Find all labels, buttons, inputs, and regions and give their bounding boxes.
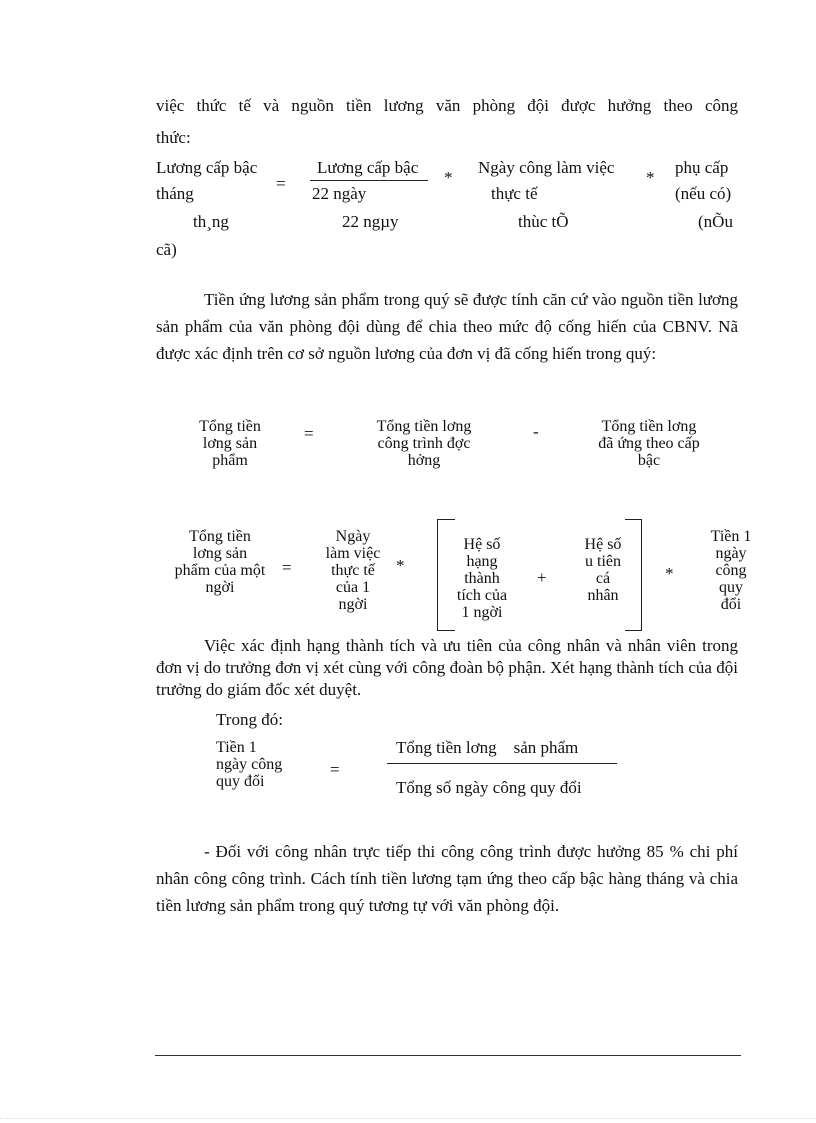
f3-rhs-1: Tiền 1 <box>710 528 752 545</box>
f3-plus: + <box>537 568 547 587</box>
f4-denominator: Tổng số ngày công quy đổi <box>396 778 582 797</box>
f2-lhs-2: lơng sản <box>202 435 258 452</box>
f1-garbled-5: cã) <box>156 240 177 259</box>
f3-hs2-3: cá <box>595 570 611 587</box>
f2-mid-3: hởng <box>407 452 441 469</box>
f1-op-multiply-2: * <box>646 168 655 187</box>
f3-rhs-4: quy <box>719 579 743 596</box>
f1-garbled-1: th¸ng <box>193 212 229 231</box>
intro-line-1: việc thức tế và nguồn tiền lương văn phòng đội được hưởng theo công <box>156 96 738 115</box>
f1-fraction-bar <box>310 180 428 181</box>
f1-garbled-2: 22 ngµy <box>342 212 399 231</box>
f2-rhs-2: đã ứng theo cấp <box>598 435 700 452</box>
f1-allowance-b: (nếu có) <box>675 184 732 203</box>
f3-bracket-left <box>437 519 438 631</box>
f4-fraction-bar <box>387 763 617 764</box>
page-edge-dots <box>0 1118 816 1119</box>
f3-days-5: ngời <box>338 596 368 613</box>
f3-hs2-4: nhân <box>587 587 619 604</box>
f1-workdays-a: Ngày công làm việc <box>478 158 615 177</box>
f3-bracket-right <box>641 519 642 631</box>
f3-rhs-3: công <box>715 562 747 579</box>
f2-mid-2: công trình đợc <box>377 435 471 452</box>
f1-denominator: 22 ngày <box>312 184 367 203</box>
f2-rhs-3: bậc <box>637 452 661 469</box>
f3-hs1-3: thành <box>464 570 500 587</box>
f1-garbled-4: (nÕu <box>698 212 733 231</box>
f3-bracket-left-top <box>437 519 455 520</box>
f3-rhs-2: ngày <box>715 545 747 562</box>
f2-rhs-1: Tổng tiền lơng <box>601 418 697 435</box>
f3-bracket-left-bottom <box>437 630 455 631</box>
f2-minus: - <box>533 422 539 441</box>
f1-lhs-a: Lương cấp bậc <box>156 158 258 177</box>
paragraph-ranking: Việc xác định hạng thành tích và ưu tiên của công nhân và nhân viên trong đơn vị do trưởng đơn vị xét cùng với công đoàn bộ phận. Xét hạng thành tích của đội trưởng do giám đốc xét duyệt. <box>156 636 738 699</box>
f2-lhs-1: Tổng tiền <box>199 418 261 435</box>
f2-mid-1: Tổng tiền lơng <box>376 418 472 435</box>
paragraph-direct-workers: - Đối với công nhân trực tiếp thi công công trình được hưởng 85 % chi phí nhân công công trình. Cách tính tiền lương tạm ứng theo cấp bậc hàng tháng và chia tiền lương sản phẩm trong quý tương tự với văn phòng đội. <box>156 842 738 915</box>
f3-hs2-1: Hệ số <box>584 536 622 553</box>
f3-lhs-2: lơng sản <box>192 545 248 562</box>
f1-lhs-b: tháng <box>156 184 194 203</box>
f3-bracket-right-top <box>625 519 642 520</box>
f3-hs2-2: u tiên <box>585 553 621 570</box>
footer-rule <box>155 1055 741 1056</box>
f4-equals: = <box>330 760 340 779</box>
f1-garbled-3: thùc tÕ <box>518 212 569 231</box>
f1-numerator: Lương cấp bậc <box>317 158 419 177</box>
f4-lhs-2: ngày công <box>216 756 283 773</box>
f3-rhs-5: đổi <box>720 596 742 613</box>
f3-lhs-3: phẩm của một <box>174 562 266 579</box>
f2-equals: = <box>304 424 314 443</box>
f3-bracket-right-bottom <box>625 630 642 631</box>
f3-days-4: của 1 <box>335 579 371 596</box>
f2-lhs-3: phẩm <box>212 452 248 469</box>
f4-lhs-1: Tiền 1 <box>216 739 257 756</box>
f4-lhs-3: quy đổi <box>216 773 265 790</box>
f3-op-multiply-2: * <box>665 564 674 583</box>
intro-line-2: thức: <box>156 128 191 147</box>
f3-hs1-1: Hệ số <box>463 536 501 553</box>
f3-hs1-4: tích của <box>456 587 508 604</box>
f3-days-1: Ngày <box>335 528 371 545</box>
f1-equals: = <box>276 174 286 193</box>
paragraph-product-salary: Tiền ứng lương sản phẩm trong quý sẽ được tính căn cứ vào nguồn tiền lương sản phẩm của văn phòng đội dùng để chia theo mức độ cống hiến của CBNV. Nã được xác định trên cơ sở nguồn lương của đơn vị đã cống hiến trong quý: <box>156 290 738 363</box>
f3-hs1-2: hạng <box>466 553 498 570</box>
f4-numerator: Tổng tiền lơng sản phẩm <box>396 738 579 757</box>
f3-days-2: làm việc <box>325 545 381 562</box>
f3-days-3: thực tế <box>331 562 375 579</box>
f1-workdays-b: thực tế <box>491 184 538 203</box>
f3-lhs-1: Tổng tiền <box>189 528 251 545</box>
where-label: Trong đó: <box>216 710 283 729</box>
f3-equals: = <box>282 558 292 577</box>
f1-allowance-a: phụ cấp <box>675 158 729 177</box>
f3-op-multiply-1: * <box>396 556 405 575</box>
f3-lhs-4: ngời <box>205 579 235 596</box>
f1-op-multiply-1: * <box>444 168 453 187</box>
f3-hs1-5: 1 ngời <box>461 604 503 621</box>
